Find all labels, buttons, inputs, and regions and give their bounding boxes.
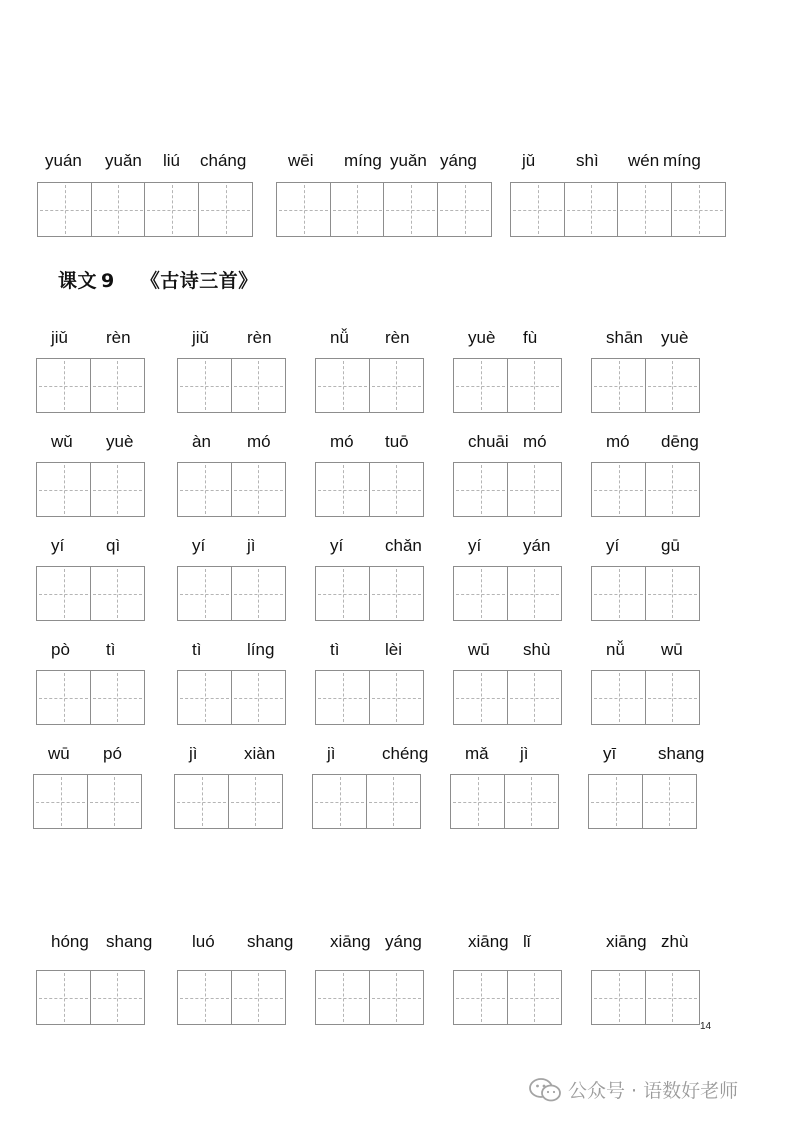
pinyin-label: shang — [658, 744, 705, 763]
writing-cell[interactable] — [507, 970, 562, 1025]
word-writing-grid — [588, 774, 697, 829]
word-writing-grid — [177, 970, 286, 1025]
writing-cell[interactable] — [37, 182, 92, 237]
writing-cell[interactable] — [453, 670, 508, 725]
writing-cell[interactable] — [90, 566, 145, 621]
writing-cell[interactable] — [177, 970, 232, 1025]
writing-cell[interactable] — [645, 566, 700, 621]
writing-cell[interactable] — [453, 462, 508, 517]
writing-cell[interactable] — [231, 566, 286, 621]
pinyin-label: yuè — [661, 328, 689, 347]
writing-cell[interactable] — [315, 358, 370, 413]
lesson-number: 9 — [101, 270, 115, 292]
writing-cell[interactable] — [617, 182, 672, 237]
writing-cell[interactable] — [231, 670, 286, 725]
word-writing-grid — [453, 670, 562, 725]
pinyin-label: míng — [663, 151, 701, 170]
pinyin-label: yuǎn — [105, 151, 142, 170]
writing-cell[interactable] — [177, 358, 232, 413]
pinyin-label: zhù — [661, 932, 689, 951]
writing-cell[interactable] — [33, 774, 88, 829]
writing-cell[interactable] — [315, 566, 370, 621]
top-writing-grid — [37, 182, 253, 237]
pinyin-label: yuán — [45, 151, 82, 170]
writing-cell[interactable] — [453, 970, 508, 1025]
pinyin-label: tì — [192, 640, 202, 659]
writing-cell[interactable] — [315, 462, 370, 517]
pinyin-label: yán — [523, 536, 551, 555]
pinyin-label: líng — [247, 640, 275, 659]
pinyin-label: rèn — [106, 328, 131, 347]
writing-cell[interactable] — [591, 462, 646, 517]
pinyin-label: nǚ — [330, 328, 349, 347]
writing-cell[interactable] — [177, 566, 232, 621]
writing-cell[interactable] — [453, 566, 508, 621]
top-writing-grid — [276, 182, 492, 237]
pinyin-label: shang — [106, 932, 153, 951]
writing-cell[interactable] — [645, 670, 700, 725]
pinyin-label: wū — [468, 640, 490, 659]
word-writing-grid — [36, 970, 145, 1025]
pinyin-label: mó — [330, 432, 354, 451]
pinyin-label: rèn — [247, 328, 272, 347]
word-writing-grid — [315, 358, 424, 413]
pinyin-label: pó — [103, 744, 122, 763]
word-writing-grid — [591, 566, 700, 621]
writing-cell[interactable] — [504, 774, 559, 829]
writing-cell[interactable] — [36, 670, 91, 725]
writing-cell[interactable] — [437, 182, 492, 237]
pinyin-label: yuǎn — [390, 151, 427, 170]
writing-cell[interactable] — [177, 462, 232, 517]
pinyin-label: cháng — [200, 151, 247, 170]
pinyin-label: tuō — [385, 432, 409, 451]
writing-cell[interactable] — [36, 566, 91, 621]
pinyin-label: mó — [523, 432, 547, 451]
writing-cell[interactable] — [591, 566, 646, 621]
writing-cell[interactable] — [369, 462, 424, 517]
pinyin-label: jì — [327, 744, 336, 763]
pinyin-label: xiàn — [244, 744, 276, 763]
writing-cell[interactable] — [177, 670, 232, 725]
word-writing-grid — [591, 462, 700, 517]
word-writing-grid — [36, 358, 145, 413]
writing-cell[interactable] — [369, 566, 424, 621]
writing-cell[interactable] — [507, 358, 562, 413]
pinyin-label: yí — [606, 536, 620, 555]
writing-cell[interactable] — [369, 670, 424, 725]
pinyin-label: chuāi — [468, 432, 509, 451]
pinyin-label: jiǔ — [51, 328, 69, 347]
pinyin-label: wēi — [288, 151, 314, 170]
writing-cell[interactable] — [198, 182, 253, 237]
writing-cell[interactable] — [591, 970, 646, 1025]
word-writing-grid — [453, 566, 562, 621]
pinyin-label: yí — [330, 536, 344, 555]
pinyin-label: shān — [606, 328, 643, 347]
writing-cell[interactable] — [588, 774, 643, 829]
writing-cell[interactable] — [312, 774, 367, 829]
pinyin-label: yuè — [106, 432, 134, 451]
pinyin-label: shù — [523, 640, 551, 659]
pinyin-label: yī — [603, 744, 617, 763]
writing-cell[interactable] — [450, 774, 505, 829]
word-writing-grid — [177, 566, 286, 621]
writing-cell[interactable] — [231, 358, 286, 413]
pinyin-label: jì — [189, 744, 198, 763]
pinyin-label: mǎ — [465, 744, 489, 763]
pinyin-label: yáng — [440, 151, 477, 170]
lesson-heading — [58, 266, 258, 293]
writing-cell[interactable] — [645, 358, 700, 413]
writing-cell[interactable] — [453, 358, 508, 413]
pinyin-label: yí — [192, 536, 206, 555]
pinyin-label: yí — [468, 536, 482, 555]
pinyin-label: chǎn — [385, 536, 422, 555]
writing-cell[interactable] — [90, 358, 145, 413]
pinyin-label: rèn — [385, 328, 410, 347]
pinyin-label: hóng — [51, 932, 89, 951]
pinyin-label: pò — [51, 640, 70, 659]
writing-cell[interactable] — [366, 774, 421, 829]
writing-cell[interactable] — [564, 182, 619, 237]
writing-cell[interactable] — [90, 970, 145, 1025]
writing-cell[interactable] — [645, 970, 700, 1025]
pinyin-label: xiāng — [606, 932, 647, 951]
writing-cell[interactable] — [369, 970, 424, 1025]
writing-cell[interactable] — [507, 462, 562, 517]
pinyin-label: yáng — [385, 932, 422, 951]
word-writing-grid — [315, 970, 424, 1025]
pinyin-label: jiǔ — [192, 328, 210, 347]
writing-cell[interactable] — [231, 462, 286, 517]
pinyin-label: yí — [51, 536, 65, 555]
writing-cell[interactable] — [276, 182, 331, 237]
pinyin-label: míng — [344, 151, 382, 170]
writing-cell[interactable] — [36, 358, 91, 413]
writing-cell[interactable] — [369, 358, 424, 413]
writing-cell[interactable] — [36, 970, 91, 1025]
word-writing-grid — [453, 358, 562, 413]
word-writing-grid — [591, 670, 700, 725]
pinyin-label: wén — [628, 151, 660, 170]
pinyin-label: jì — [247, 536, 256, 555]
watermark-text: 公众号 · 语数好老师 — [568, 1080, 739, 1102]
word-writing-grid — [453, 462, 562, 517]
pinyin-label: liú — [163, 151, 181, 170]
pinyin-label: jì — [520, 744, 529, 763]
writing-cell[interactable] — [645, 462, 700, 517]
word-writing-grid — [36, 670, 145, 725]
pinyin-label: luó — [192, 932, 215, 951]
writing-cell[interactable] — [36, 462, 91, 517]
pinyin-label: wū — [48, 744, 70, 763]
pinyin-label: shang — [247, 932, 294, 951]
pinyin-label: shì — [576, 151, 599, 170]
word-writing-grid — [315, 462, 424, 517]
writing-cell[interactable] — [383, 182, 438, 237]
word-writing-grid — [312, 774, 421, 829]
word-writing-grid — [174, 774, 283, 829]
page-number: 14 — [700, 1021, 712, 1032]
pinyin-label: wǔ — [51, 432, 73, 451]
pinyin-label: dēng — [661, 432, 699, 451]
pinyin-label: yuè — [468, 328, 496, 347]
pinyin-label: mó — [606, 432, 630, 451]
word-writing-grid — [591, 358, 700, 413]
word-writing-grid — [33, 774, 142, 829]
wechat-icon — [528, 1077, 562, 1103]
pinyin-label: tì — [330, 640, 340, 659]
pinyin-label: lǐ — [523, 932, 531, 951]
writing-cell[interactable] — [671, 182, 726, 237]
pinyin-label: xiāng — [330, 932, 371, 951]
writing-cell[interactable] — [315, 670, 370, 725]
word-writing-grid — [315, 566, 424, 621]
word-writing-grid — [177, 358, 286, 413]
writing-cell[interactable] — [144, 182, 199, 237]
writing-cell[interactable] — [90, 462, 145, 517]
writing-cell[interactable] — [174, 774, 229, 829]
word-writing-grid — [177, 462, 286, 517]
pinyin-label: mó — [247, 432, 271, 451]
writing-cell[interactable] — [315, 970, 370, 1025]
pinyin-label: tì — [106, 640, 116, 659]
word-writing-grid — [453, 970, 562, 1025]
writing-cell[interactable] — [228, 774, 283, 829]
word-writing-grid — [315, 670, 424, 725]
writing-cell[interactable] — [507, 566, 562, 621]
pinyin-label: qì — [106, 536, 121, 555]
word-writing-grid — [450, 774, 559, 829]
word-writing-grid — [177, 670, 286, 725]
lesson-title: 《古诗三首》 — [140, 270, 258, 292]
writing-cell[interactable] — [91, 182, 146, 237]
top-writing-grid — [510, 182, 726, 237]
writing-cell[interactable] — [507, 670, 562, 725]
writing-cell[interactable] — [591, 670, 646, 725]
pinyin-label: wū — [661, 640, 683, 659]
writing-cell[interactable] — [591, 358, 646, 413]
pinyin-label: nǚ — [606, 640, 625, 659]
word-writing-grid — [36, 566, 145, 621]
writing-cell[interactable] — [330, 182, 385, 237]
word-writing-grid — [36, 462, 145, 517]
word-writing-grid — [591, 970, 700, 1025]
lesson-label: 课文 — [58, 270, 98, 292]
pinyin-label: xiāng — [468, 932, 509, 951]
writing-cell[interactable] — [231, 970, 286, 1025]
writing-cell[interactable] — [90, 670, 145, 725]
writing-cell[interactable] — [510, 182, 565, 237]
pinyin-label: jǔ — [522, 151, 536, 170]
pinyin-label: lèi — [385, 640, 403, 659]
pinyin-label: chéng — [382, 744, 429, 763]
pinyin-label: àn — [192, 432, 211, 451]
pinyin-label: fù — [523, 328, 538, 347]
pinyin-label: gū — [661, 536, 680, 555]
writing-cell[interactable] — [642, 774, 697, 829]
watermark — [528, 1076, 738, 1103]
writing-cell[interactable] — [87, 774, 142, 829]
